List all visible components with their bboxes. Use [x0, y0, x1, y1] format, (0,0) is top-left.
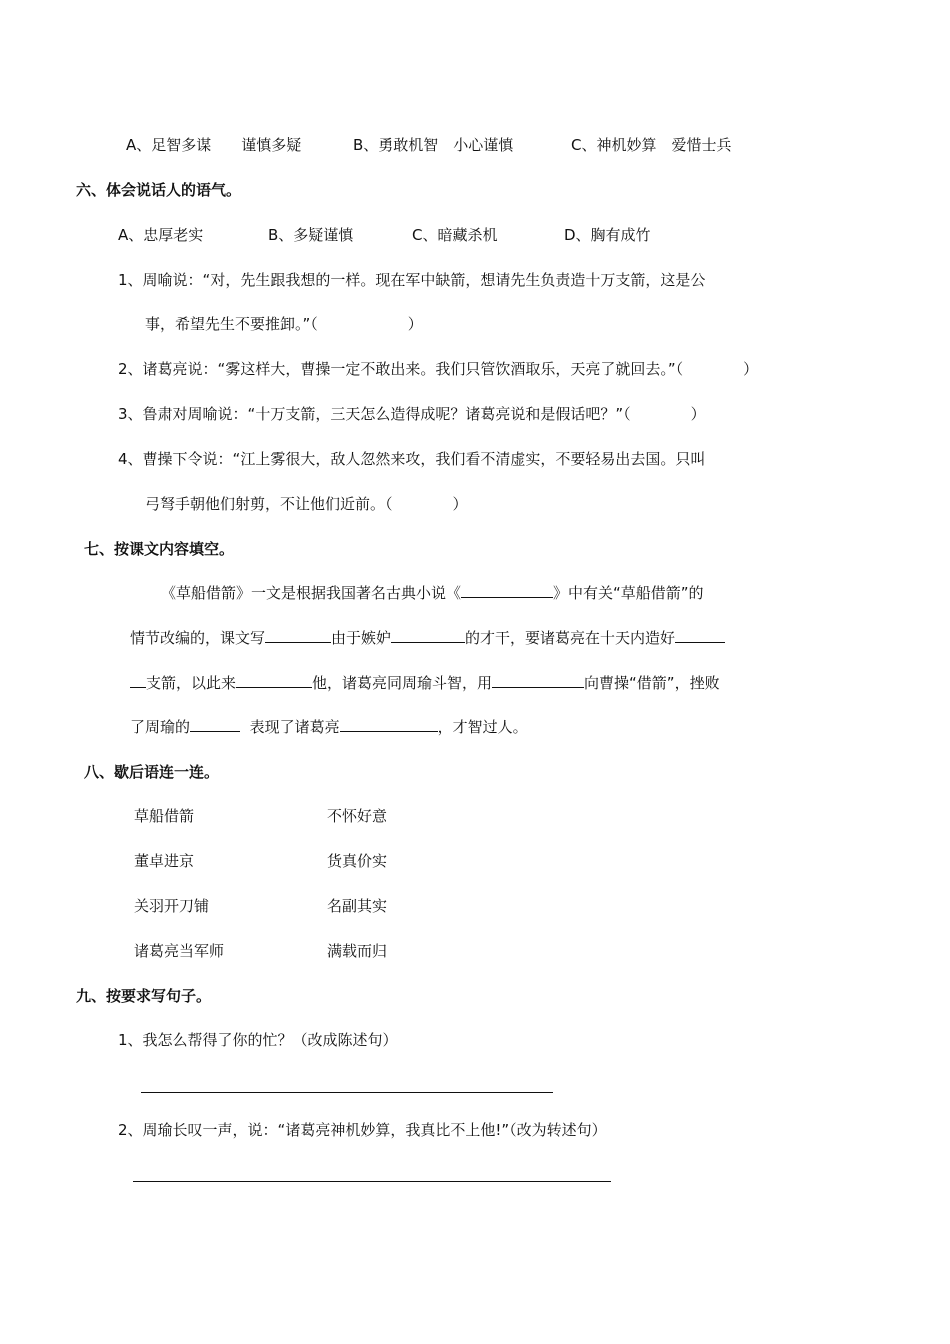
- idiom-left-2[interactable]: 董卓进京: [134, 852, 195, 870]
- tone-option-c: C、暗藏杀机: [412, 226, 498, 244]
- blank-purpose[interactable]: [236, 673, 312, 688]
- answer-line-2[interactable]: [133, 1181, 611, 1182]
- fill-line-1: [161, 582, 704, 604]
- blank-count-b[interactable]: [130, 673, 146, 688]
- section8-title: 八、歇后语连一连。: [84, 763, 220, 781]
- s6-question-1-line1: 1、周喻说：“对，先生跟我想的一样。现在军中缺箭，想请先生负责造十万支箭，这是公: [118, 271, 706, 289]
- s6-question-4-line1: 4、曹操下令说：“江上雾很大，敌人忽然来攻，我们看不清虚实，不要轻易出去国。只叫: [118, 450, 706, 468]
- s6-question-4-line2: 弓弩手朝他们射剪，不让他们近前。（ ）: [145, 495, 468, 513]
- idiom-right-3[interactable]: 名副其实: [327, 897, 388, 915]
- blank-count-a[interactable]: [675, 628, 725, 643]
- tone-option-a: A、忠厚老实: [118, 226, 204, 244]
- fill-text: 表现了诸葛亮: [249, 718, 340, 736]
- tone-option-d: D、胸有成竹: [564, 226, 651, 244]
- fill-text: 由于嫉妒: [331, 629, 392, 647]
- idiom-right-1[interactable]: 不怀好意: [327, 807, 388, 825]
- fill-text: 的才干，要诸葛亮在十天内造好: [465, 629, 676, 647]
- idiom-left-3[interactable]: 关羽开刀铺: [134, 897, 210, 915]
- blank-plot[interactable]: [190, 717, 240, 732]
- fill-text: 支箭，以此来: [146, 674, 237, 692]
- idiom-left-1[interactable]: 草船借箭: [134, 807, 195, 825]
- idiom-left-4[interactable]: 诸葛亮当军师: [134, 942, 225, 960]
- fill-line-3: [130, 672, 720, 694]
- s9-question-1: 1、我怎么帮得了你的忙？（改成陈述句）: [118, 1031, 398, 1049]
- fill-text: 他，诸葛亮同周瑜斗智，用: [312, 674, 493, 692]
- blank-whose[interactable]: [391, 628, 465, 643]
- blank-quality[interactable]: [340, 717, 438, 732]
- s6-question-1-line2: 事，希望先生不要推卸。”（ ）: [145, 315, 423, 333]
- tone-option-b: B、多疑谨慎: [268, 226, 354, 244]
- option-b: B、勇敢机智 小心谨慎: [353, 136, 514, 154]
- s6-question-2: 2、诸葛亮说：“雾这样大，曹操一定不敢出来。我们只管饮酒取乐，天亮了就回去。”（ ）: [118, 360, 759, 378]
- fill-text: 情节改编的，课文写: [130, 629, 266, 647]
- section6-title: 六、体会说话人的语气。: [76, 181, 242, 199]
- fill-text: 》中有关“草船借箭”的: [553, 584, 704, 602]
- option-c: C、神机妙算 爱惜士兵: [571, 136, 732, 154]
- fill-line-2: [130, 627, 725, 649]
- fill-text: 《草船借箭》一文是根据我国著名古典小说《: [161, 584, 462, 602]
- idiom-right-4[interactable]: 满载而归: [327, 942, 388, 960]
- s9-question-2: 2、周瑜长叹一声，说：“诸葛亮神机妙算，我真比不上他!”（改为转述句）: [118, 1121, 607, 1139]
- fill-text: 向曹操“借箭”，挫败: [584, 674, 720, 692]
- s6-question-3: 3、鲁肃对周喻说：“十万支箭，三天怎么造得成呢？诸葛亮说和是假话吧？”（ ）: [118, 405, 706, 423]
- fill-line-4: [130, 716, 528, 738]
- blank-novel[interactable]: [461, 583, 553, 598]
- blank-method[interactable]: [492, 673, 584, 688]
- blank-who[interactable]: [265, 628, 331, 643]
- section7-title: 七、按课文内容填空。: [84, 540, 235, 558]
- idiom-right-2[interactable]: 货真价实: [327, 852, 388, 870]
- section9-title: 九、按要求写句子。: [76, 987, 212, 1005]
- fill-text: 了周瑜的: [130, 718, 191, 736]
- answer-line-1[interactable]: [141, 1092, 553, 1093]
- fill-text: ，才智过人。: [437, 718, 528, 736]
- option-a: A、足智多谋 谨慎多疑: [126, 136, 302, 154]
